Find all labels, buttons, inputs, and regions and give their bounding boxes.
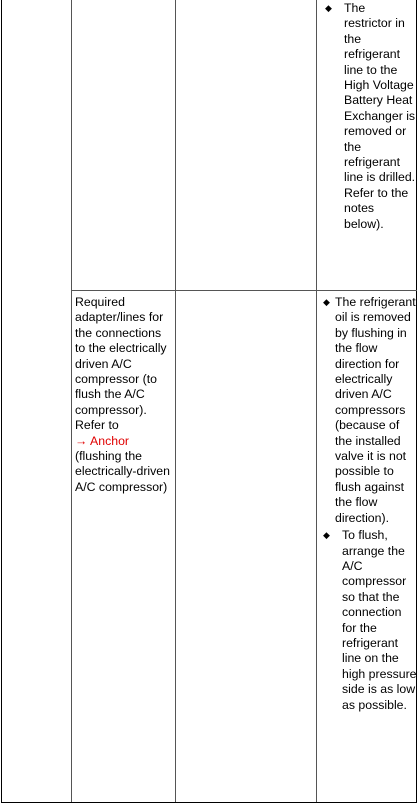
diamond-bullet-icon: ◆ <box>323 530 330 541</box>
row2-requirement-cell <box>75 295 173 495</box>
row-divider <box>71 290 417 291</box>
diamond-bullet-icon: ◆ <box>323 297 330 307</box>
list-item <box>320 1 416 232</box>
note-text: The restrictor in the refrigerant line to the High Voltage Battery Heat Exchanger is removed or the refrigerant line is drilled. Refer to the notes below). <box>344 1 416 231</box>
anchor-link[interactable]: → Anchor <box>75 433 129 448</box>
row2-notes-cell <box>320 295 417 713</box>
list-item <box>320 528 417 713</box>
list-item <box>320 295 417 526</box>
note-text: To flush, arrange the A/C compressor so that the connection for the refrigerant line on the high pressure side is as low as possible. <box>342 528 417 712</box>
requirement-text: Required adapter/lines for the connections to the electrically driven A/C compressor (to flush the A/C compressor). Refer to <box>75 295 167 433</box>
col-divider-3 <box>316 0 317 802</box>
row1-notes-list <box>320 1 416 232</box>
diamond-bullet-icon: ◆ <box>325 3 332 13</box>
row1-notes-cell <box>320 1 416 232</box>
note-text: The refrigerant oil is removed by flushing in the flow direction for electrically driven A/C compressors (because of the installed valve it is not possible to flush against the flow direction). <box>335 295 416 525</box>
col-divider-1 <box>71 0 72 802</box>
row2-notes-list <box>320 295 417 713</box>
col-divider-2 <box>175 0 176 802</box>
procedure-table <box>1 0 417 803</box>
requirement-text-suffix: (flushing the electrically-driven A/C compressor) <box>75 449 170 494</box>
